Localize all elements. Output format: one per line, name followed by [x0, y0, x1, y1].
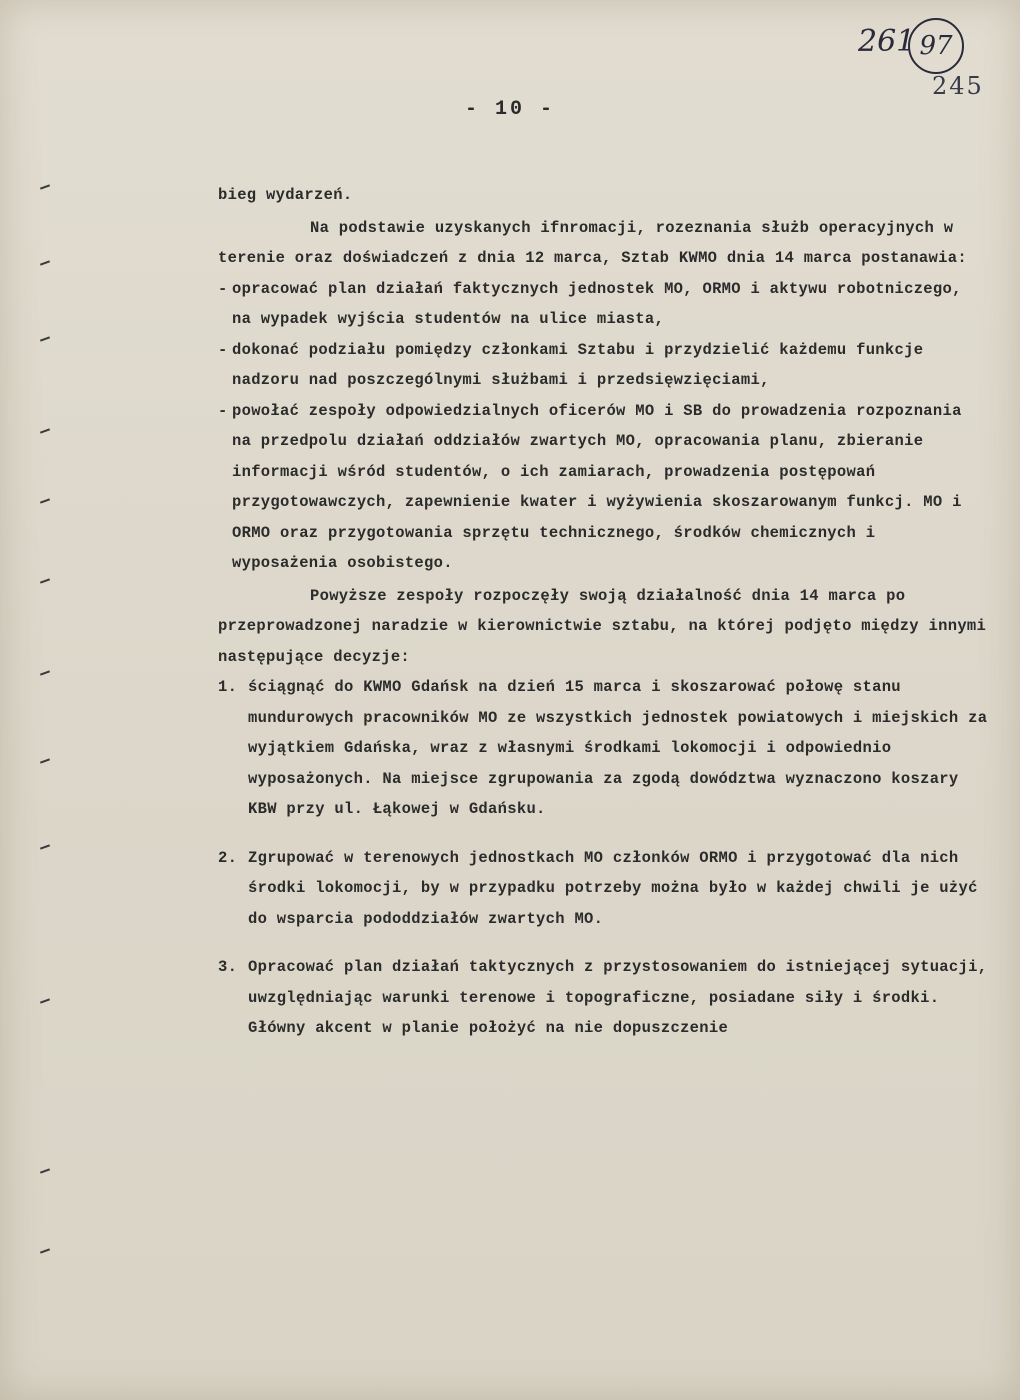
margin-mark: [40, 758, 50, 763]
paragraph-decision: Na podstawie uzyskanych ifnromacji, rozeznania służb operacyjnych w terenie oraz doświadczeń z dnia 12 marca, Sztab KWMO dnia 14 marca postanawia:: [218, 218, 967, 267]
margin-mark: [40, 844, 50, 849]
list-item: [218, 843, 988, 935]
item-number: 1.: [218, 678, 238, 696]
list-item: - dokonać podziału pomiędzy członkami Sztabu i przydzielić każdemu funkcje nadzoru nad poszczególnymi służbami i przedsięwzięciami,: [218, 335, 988, 396]
margin-mark: [40, 998, 50, 1003]
list-item: - opracować plan działań faktycznych jednostek MO, ORMO i aktywu robotniczego, na wypadek wyjścia studentów na ulice miasta,: [218, 274, 988, 335]
margin-mark: [40, 260, 50, 265]
paragraph-teams: Powyższe zespoły rozpoczęły swoją działalność dnia 14 marca po przeprowadzonej naradzie w kierownictwie sztabu, na której podjęto między innymi następujące decyzje:: [218, 586, 987, 666]
document-body: [218, 180, 988, 1044]
margin-mark: [40, 184, 50, 189]
item-text: ściągnąć do KWMO Gdańsk na dzień 15 marca i skoszarować połowę stanu mundurowych pracowników MO ze wszystkich jednostek powiatowych i miejskich za wyjątkiem Gdańska, wraz z własnymi środkami lokomocji i odpowiednio wyposażonych. Na miejsce zgrupowania za zgodą dowództwa wyznaczono koszary KBW przy ul. Łąkowej w Gdańsku.: [248, 678, 988, 818]
margin-mark: [40, 498, 50, 503]
margin-mark: [40, 336, 50, 341]
item-number: 3.: [218, 958, 238, 976]
margin-mark: [40, 1168, 50, 1173]
item-text: Opracować plan działań taktycznych z przystosowaniem do istniejącej sytuacji, uwzględniając warunki terenowe i topograficzne, posiadane siły i środki. Główny akcent w planie położyć na nie dopuszczenie: [248, 958, 988, 1037]
stamped-page-number: 245: [932, 72, 984, 100]
handwritten-page-number: 261: [858, 24, 916, 59]
margin-mark: [40, 1248, 50, 1253]
item-text: Zgrupować w terenowych jednostkach MO członków ORMO i przygotować dla nich środki lokomocji, by w przypadku potrzeby można było w każdej chwili je użyć do wsparcia pododdziałów zwartych MO.: [248, 848, 978, 928]
circled-page-number: 97: [908, 18, 964, 74]
margin-mark: [40, 428, 50, 433]
list-item: - powołać zespoły odpowiedzialnych oficerów MO i SB do prowadzenia rozpoznania na przedpolu działań oddziałów zwartych MO, opracowania planu, zbieranie informacji wśród studentów, o ich zamiarach, prowadzenia postępowań przygotowawczych, zapewnienie kwater i wyżywienia skoszarowanym funkcj. MO i ORMO oraz przygotowania sprzętu technicznego, środków chemicznych i wyposażenia osobistego.: [218, 396, 988, 579]
paragraph-intro: bieg wydarzeń.: [218, 186, 353, 204]
list-item: [218, 952, 988, 1044]
item-number: 2.: [218, 848, 238, 867]
archive-number-annotation: [850, 18, 984, 108]
page-number: - 10 -: [464, 98, 555, 121]
margin-mark: [40, 578, 50, 583]
list-item: [218, 672, 988, 825]
margin-mark: [40, 670, 50, 675]
